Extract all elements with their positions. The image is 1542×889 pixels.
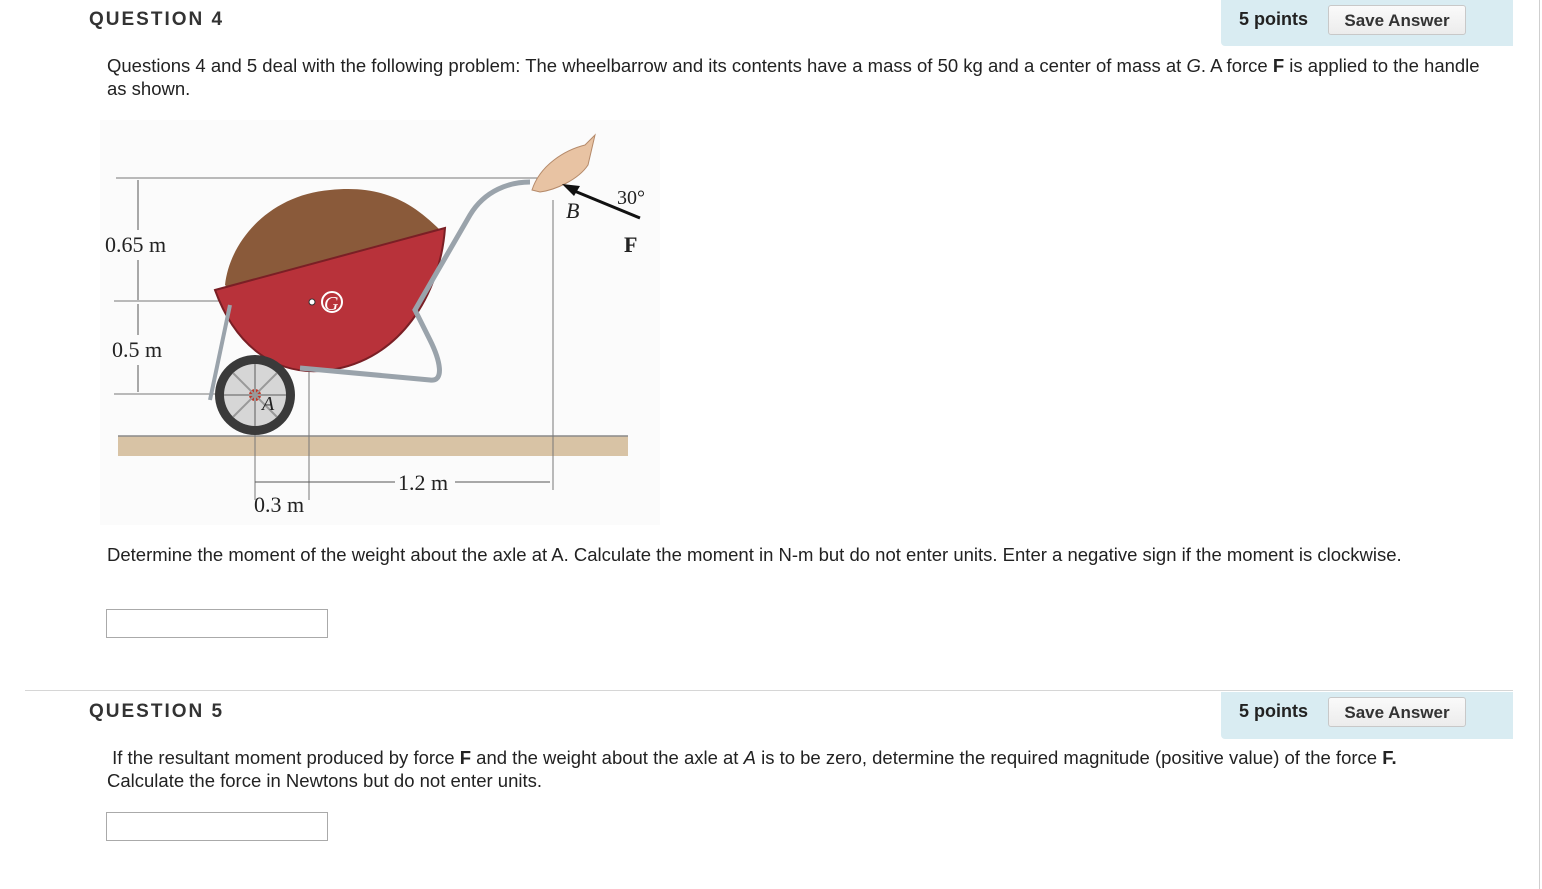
point-b-label: B: [566, 198, 580, 223]
dimension-12: 1.2 m: [398, 470, 449, 495]
question-4-header-box: [1221, 0, 1513, 46]
q5-text-3: is to be zero, determine the required magnitude (positive value) of the force: [755, 747, 1383, 768]
intro-text: Questions 4 and 5 deal with the following problem: The wheelbarrow and its contents have a mass of 50 kg and a center of mass at: [107, 55, 1187, 76]
q5-text-4: Calculate the force in Newtons but do not enter units.: [107, 770, 543, 791]
question-4-intro: [107, 54, 1487, 100]
angle-label: 30°: [617, 187, 645, 209]
question-5-text: [107, 746, 1487, 792]
question-5-answer-input[interactable]: [106, 812, 328, 841]
question-4-title: QUESTION 4: [89, 9, 225, 30]
dimension-05: 0.5 m: [112, 337, 163, 362]
dimension-03: 0.3 m: [254, 492, 305, 517]
q5-f2: F.: [1382, 747, 1397, 768]
page-right-border: [1539, 0, 1540, 889]
question-4-prompt: Determine the moment of the weight about the axle at A. Calculate the moment in N-m but do not enter units. Enter a negative sign if the moment is clockwise.: [107, 544, 1402, 565]
q5-axle-a: A: [743, 747, 756, 768]
q5-f: F: [459, 747, 472, 768]
question-4-points: 5 points: [1239, 9, 1309, 29]
question-4-answer-input[interactable]: [106, 609, 328, 638]
q5-text-1: If the resultant moment produced by force: [112, 747, 460, 768]
question-5-header-box: [1221, 692, 1513, 739]
question-5-title: QUESTION 5: [89, 701, 225, 722]
question-5-points: 5 points: [1239, 701, 1309, 721]
wheelbarrow-figure: [100, 120, 660, 525]
question-separator: [25, 690, 1513, 691]
force-f-label: F: [624, 232, 638, 257]
question-4-save-answer-button[interactable]: Save Answer: [1328, 5, 1466, 35]
center-of-mass-g-label: G: [324, 293, 339, 315]
intro-text-3: is applied to the handle as shown.: [107, 55, 1480, 99]
dimension-065: 0.65 m: [105, 232, 167, 257]
intro-text-2: . A force: [1200, 55, 1273, 76]
intro-g: G: [1186, 55, 1201, 76]
q5-text-2: and the weight about the axle at: [471, 747, 744, 768]
question-5-save-answer-button[interactable]: Save Answer: [1328, 697, 1466, 727]
axle-a-label: A: [262, 393, 275, 415]
intro-f: F: [1272, 55, 1285, 76]
